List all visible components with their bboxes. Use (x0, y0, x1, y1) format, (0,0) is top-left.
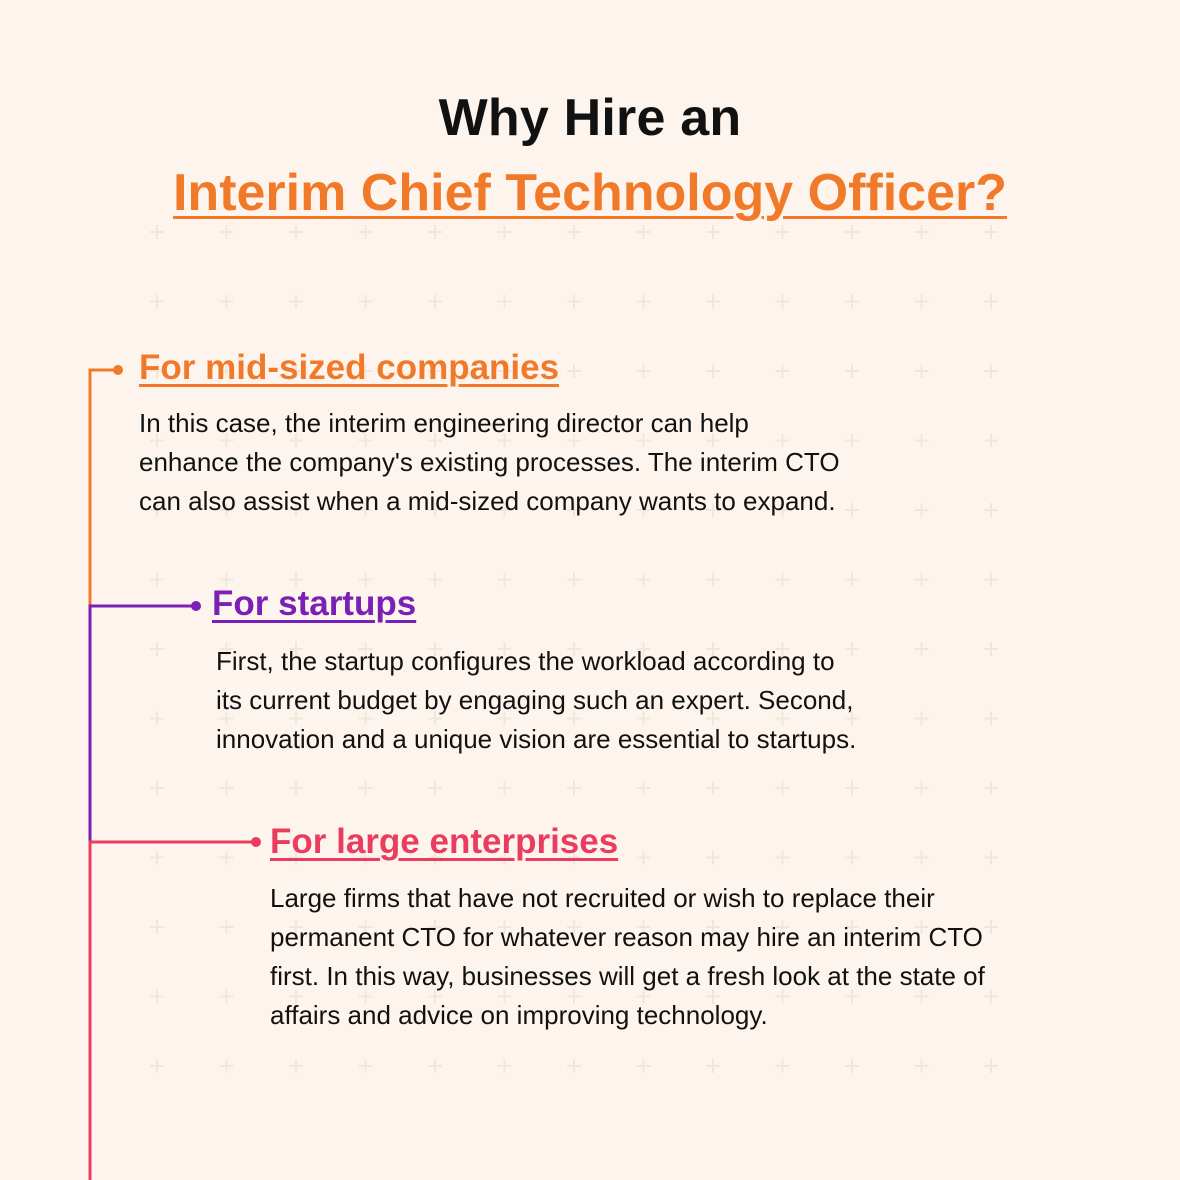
section-heading-mid-sized: For mid-sized companies (139, 348, 560, 387)
section-body-mid-sized: In this case, the interim engineering director can help enhance the company's existing processes. The interim CTO can also assist when a mid-sized company wants to expand. (139, 408, 840, 516)
page-title-line2: Interim Chief Technology Officer? (172, 164, 1007, 222)
timeline-segment-startups (90, 606, 196, 842)
timeline-dot-startups (191, 601, 201, 611)
page-title-line1: Why Hire an (438, 89, 742, 147)
section-body-startups: First, the startup configures the workload according to its current budget by engaging such an expert. Second, innovation and a unique vision are essential to startups. (216, 646, 857, 754)
section-heading-large: For large enterprises (270, 822, 619, 861)
section-body-large: Large firms that have not recruited or wish to replace their permanent CTO for whatever reason may hire an interim CTO first. In this way, businesses will get a fresh look at the state of affairs and advice on improving technology. (270, 883, 985, 1030)
timeline-dot-large (251, 837, 261, 847)
timeline-segment-large (90, 842, 256, 1180)
timeline-dot-mid-sized (113, 365, 123, 375)
section-heading-startups: For startups (212, 584, 417, 623)
timeline-segment-mid-sized (90, 370, 118, 606)
